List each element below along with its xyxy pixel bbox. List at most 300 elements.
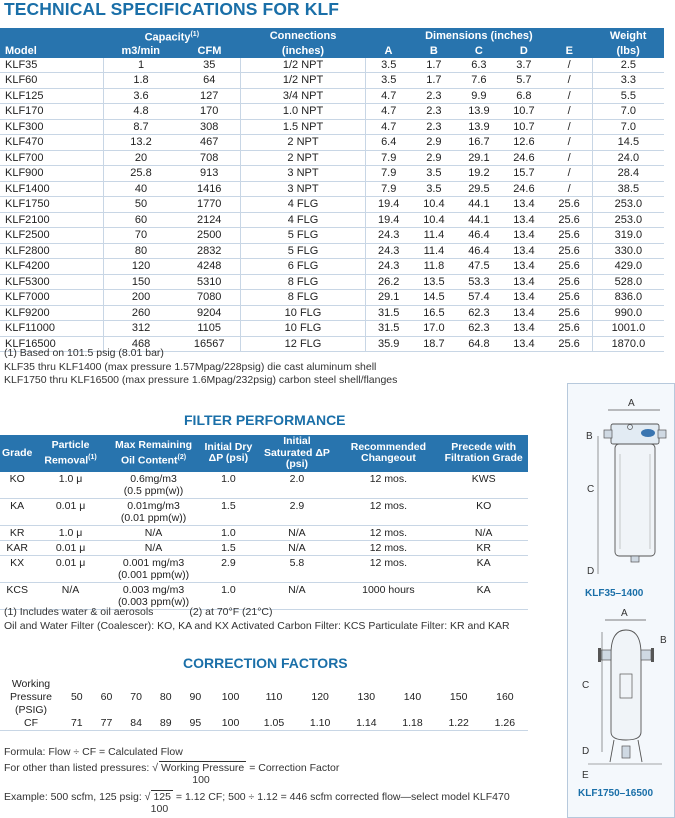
- cf-value: 1.14: [343, 717, 389, 731]
- spec-cell: 150: [103, 274, 178, 290]
- spec-cell: 1.0 NPT: [241, 104, 366, 120]
- spec-cell: 64.8: [456, 336, 501, 352]
- spec-cell: 253.0: [592, 212, 664, 228]
- large-diagram-caption: KLF1750–16500: [578, 788, 654, 799]
- spec-cell: 2.3: [411, 104, 456, 120]
- spec-cell: 3 NPT: [241, 166, 366, 182]
- cf-value: 1.18: [389, 717, 435, 731]
- correction-title: CORRECTION FACTORS: [183, 655, 348, 671]
- performance-cell: 2.9: [256, 498, 337, 525]
- cf-value: 84: [121, 717, 151, 731]
- cf-value: 1.26: [482, 717, 528, 731]
- spec-cell: 25.6: [546, 305, 592, 321]
- cf-value: 100: [210, 717, 251, 731]
- spec-cell: 28.4: [592, 166, 664, 182]
- spec-cell: 3.7: [501, 58, 546, 73]
- spec-cell: 468: [103, 336, 178, 352]
- spec-cell: 312: [103, 321, 178, 337]
- spec-cell: 2.3: [411, 88, 456, 104]
- spec-cell: 47.5: [456, 259, 501, 275]
- large-dim-a: A: [621, 608, 628, 619]
- cf-value: 71: [62, 717, 92, 731]
- spec-cell: 6.8: [501, 88, 546, 104]
- performance-cell: 12 mos.: [337, 498, 439, 525]
- performance-notes: (1) Includes water & oil aerosols (2) at 70°F (21°C) Oil and Water Filter (Coalescer): KO, KA and KX Activated Carbon Filter: KCS Particulate Filter: KR and KAR: [4, 606, 510, 632]
- spec-cell: 25.6: [546, 274, 592, 290]
- oil-content-cell: 0.6mg/m3 (0.5 ppm(w)): [107, 472, 201, 499]
- pressure-value: 140: [403, 691, 422, 703]
- spec-cell: 16.5: [411, 305, 456, 321]
- spec-cell: 11.4: [411, 243, 456, 259]
- spec-cell: 2 NPT: [241, 135, 366, 151]
- spec-row: [0, 181, 664, 197]
- performance-cell: 5.8: [256, 555, 337, 582]
- performance-cell: 0.01 μ: [34, 498, 106, 525]
- performance-cell: 1.0: [200, 582, 256, 609]
- cf-value: 77: [92, 717, 122, 731]
- spec-row: [0, 243, 664, 259]
- spec-cell: 13.4: [501, 274, 546, 290]
- spec-cell: 2124: [178, 212, 240, 228]
- performance-cell: 1.0 μ: [34, 525, 106, 540]
- spec-cell: 330.0: [592, 243, 664, 259]
- spec-cell: KLF16500: [0, 336, 103, 352]
- performance-cell: KX: [0, 555, 34, 582]
- spec-cell: 24.3: [366, 259, 412, 275]
- spec-cell: 19.2: [456, 166, 501, 182]
- spec-cell: 4.7: [366, 88, 412, 104]
- spec-cell: 4.7: [366, 104, 412, 120]
- spec-row: [0, 290, 664, 306]
- formula-line: Formula: Flow ÷ CF = Calculated Flow: [4, 746, 183, 758]
- performance-cell: N/A: [34, 582, 106, 609]
- spec-cell: 50: [103, 197, 178, 213]
- small-filter-drawing: [598, 410, 666, 574]
- performance-cell: 1.5: [200, 540, 256, 555]
- spec-cell: 35: [178, 58, 240, 73]
- spec-cell: 429.0: [592, 259, 664, 275]
- spec-cell: 836.0: [592, 290, 664, 306]
- spec-cell: 3/4 NPT: [241, 88, 366, 104]
- spec-cell: 260: [103, 305, 178, 321]
- spec-cell: 3.5: [411, 166, 456, 182]
- performance-header: Particle Removal$^{(1)}$: [34, 435, 106, 472]
- performance-cell: KO: [0, 472, 34, 499]
- spec-cell: 7.9: [366, 150, 412, 166]
- cf-label: CF: [0, 717, 62, 731]
- spec-cell: 1416: [178, 181, 240, 197]
- spec-cell: 5310: [178, 274, 240, 290]
- spec-cell: KLF4200: [0, 259, 103, 275]
- pressure-value: 160: [496, 691, 514, 703]
- spec-cell: 13.4: [501, 305, 546, 321]
- specs-body: [0, 58, 664, 352]
- large-dim-b: B: [660, 635, 667, 646]
- large-dim-d: D: [582, 746, 590, 757]
- large-dim-e: E: [582, 770, 589, 781]
- performance-cell: N/A: [439, 525, 528, 540]
- spec-cell: KLF9200: [0, 305, 103, 321]
- spec-row: [0, 305, 664, 321]
- spec-cell: 10 FLG: [241, 305, 366, 321]
- spec-cell: 1.5 NPT: [241, 119, 366, 135]
- spec-cell: KLF170: [0, 104, 103, 120]
- spec-row: [0, 104, 664, 120]
- performance-cell: N/A: [256, 525, 337, 540]
- spec-cell: 3.5: [366, 58, 412, 73]
- cf-value: 1.05: [251, 717, 297, 731]
- spec-cell: 3 NPT: [241, 181, 366, 197]
- spec-cell: 4 FLG: [241, 197, 366, 213]
- spec-cell: 170: [178, 104, 240, 120]
- spec-cell: 53.3: [456, 274, 501, 290]
- spec-cell: 10.7: [501, 104, 546, 120]
- large-dim-c: C: [582, 680, 590, 691]
- spec-cell: /: [546, 58, 592, 73]
- spec-cell: 46.4: [456, 228, 501, 244]
- pressure-value: 150: [449, 691, 468, 703]
- spec-row: [0, 150, 664, 166]
- spec-cell: 319.0: [592, 228, 664, 244]
- spec-cell: KLF11000: [0, 321, 103, 337]
- spec-cell: 1001.0: [592, 321, 664, 337]
- capacity-header: Capacity$^{(1)}$: [103, 28, 240, 45]
- spec-cell: 24.3: [366, 228, 412, 244]
- spec-cell: 38.5: [592, 181, 664, 197]
- spec-cell: 4.8: [103, 104, 178, 120]
- performance-cell: KR: [439, 540, 528, 555]
- spec-cell: 24.0: [592, 150, 664, 166]
- performance-row: [0, 555, 528, 582]
- spec-cell: 11.8: [411, 259, 456, 275]
- spec-cell: 13.4: [501, 336, 546, 352]
- spec-cell: 2500: [178, 228, 240, 244]
- spec-cell: 1.7: [411, 58, 456, 73]
- performance-header: Recommended Changeout: [337, 435, 439, 472]
- performance-cell: 12 mos.: [337, 472, 439, 499]
- spec-cell: 46.4: [456, 243, 501, 259]
- spec-row: [0, 274, 664, 290]
- performance-cell: KA: [439, 582, 528, 609]
- spec-cell: 3.5: [366, 73, 412, 89]
- performance-cell: 2.9: [200, 555, 256, 582]
- spec-cell: 7080: [178, 290, 240, 306]
- pressure-value: 50: [70, 691, 83, 703]
- spec-cell: 31.5: [366, 321, 412, 337]
- spec-cell: 57.4: [456, 290, 501, 306]
- spec-cell: 80: [103, 243, 178, 259]
- spec-cell: 4 FLG: [241, 212, 366, 228]
- spec-cell: 7.9: [366, 166, 412, 182]
- spec-cell: 7.0: [592, 104, 664, 120]
- spec-cell: 7.6: [456, 73, 501, 89]
- spec-cell: 913: [178, 166, 240, 182]
- performance-title: FILTER PERFORMANCE: [184, 412, 346, 428]
- pressure-value: 70: [130, 691, 142, 703]
- performance-row: [0, 540, 528, 555]
- spec-cell: 467: [178, 135, 240, 151]
- spec-cell: 15.7: [501, 166, 546, 182]
- spec-cell: 6.3: [456, 58, 501, 73]
- spec-cell: 10.4: [411, 197, 456, 213]
- pressure-value: 60: [100, 691, 113, 703]
- spec-cell: 8.7: [103, 119, 178, 135]
- connections-header: Connections: [241, 28, 366, 45]
- performance-row: [0, 472, 528, 499]
- spec-cell: 12.6: [501, 135, 546, 151]
- performance-header: Initial Dry ΔP (psi): [200, 435, 256, 472]
- spec-cell: KLF470: [0, 135, 103, 151]
- spec-cell: 25.6: [546, 321, 592, 337]
- spec-cell: 13.4: [501, 243, 546, 259]
- spec-cell: KLF2500: [0, 228, 103, 244]
- dimensions-header: Dimensions (inches): [366, 28, 593, 45]
- spec-cell: 8 FLG: [241, 274, 366, 290]
- spec-cell: KLF125: [0, 88, 103, 104]
- performance-cell: 1000 hours: [337, 582, 439, 609]
- spec-cell: 70: [103, 228, 178, 244]
- spec-cell: 2.9: [411, 150, 456, 166]
- spec-cell: 6 FLG: [241, 259, 366, 275]
- spec-cell: 13.4: [501, 321, 546, 337]
- spec-cell: 25.6: [546, 259, 592, 275]
- weight-header: Weight: [592, 28, 664, 45]
- spec-cell: KLF900: [0, 166, 103, 182]
- spec-cell: 120: [103, 259, 178, 275]
- performance-cell: KO: [439, 498, 528, 525]
- spec-cell: /: [546, 73, 592, 89]
- spec-cell: 2.3: [411, 119, 456, 135]
- spec-cell: 9.9: [456, 88, 501, 104]
- pressure-value: 120: [311, 691, 329, 703]
- performance-cell: N/A: [256, 540, 337, 555]
- spec-cell: 528.0: [592, 274, 664, 290]
- spec-cell: 29.1: [456, 150, 501, 166]
- performance-cell: 12 mos.: [337, 540, 439, 555]
- spec-cell: 13.4: [501, 197, 546, 213]
- oil-content-cell: 0.001 mg/m3 (0.001 ppm(w)): [107, 555, 201, 582]
- spec-cell: 24.6: [501, 181, 546, 197]
- cf-value: 1.22: [436, 717, 482, 731]
- spec-cell: 308: [178, 119, 240, 135]
- cf-value: 89: [151, 717, 181, 731]
- spec-cell: 13.2: [103, 135, 178, 151]
- spec-cell: 26.2: [366, 274, 412, 290]
- performance-cell: 12 mos.: [337, 555, 439, 582]
- spec-row: [0, 321, 664, 337]
- spec-cell: 13.4: [501, 290, 546, 306]
- spec-row: [0, 135, 664, 151]
- performance-cell: KA: [439, 555, 528, 582]
- spec-cell: KLF2100: [0, 212, 103, 228]
- spec-cell: /: [546, 135, 592, 151]
- spec-cell: 25.6: [546, 212, 592, 228]
- spec-cell: 25.6: [546, 228, 592, 244]
- spec-cell: 5.7: [501, 73, 546, 89]
- spec-cell: 3.3: [592, 73, 664, 89]
- performance-cell: N/A: [256, 582, 337, 609]
- spec-cell: 1870.0: [592, 336, 664, 352]
- spec-cell: 13.5: [411, 274, 456, 290]
- spec-cell: 64: [178, 73, 240, 89]
- spec-cell: 17.0: [411, 321, 456, 337]
- spec-cell: 9204: [178, 305, 240, 321]
- spec-cell: 44.1: [456, 197, 501, 213]
- spec-cell: /: [546, 88, 592, 104]
- small-dim-c: C: [587, 484, 595, 495]
- oil-content-cell: 0.01mg/m3 (0.01 ppm(w)): [107, 498, 201, 525]
- performance-cell: 1.0: [200, 472, 256, 499]
- spec-cell: KLF7000: [0, 290, 103, 306]
- pressure-value: 100: [221, 691, 240, 703]
- spec-cell: KLF2800: [0, 243, 103, 259]
- spec-cell: 2.9: [411, 135, 456, 151]
- spec-row: [0, 58, 664, 73]
- spec-cell: 19.4: [366, 212, 412, 228]
- spec-cell: /: [546, 150, 592, 166]
- spec-cell: KLF1750: [0, 197, 103, 213]
- small-diagram-caption: KLF35–1400: [585, 588, 644, 599]
- spec-cell: 24.6: [501, 150, 546, 166]
- performance-header: Initial Saturated ΔP (psi): [256, 435, 337, 472]
- spec-cell: 8 FLG: [241, 290, 366, 306]
- spec-cell: 35.9: [366, 336, 412, 352]
- small-dim-d: D: [587, 566, 595, 577]
- spec-cell: 13.9: [456, 119, 501, 135]
- spec-row: [0, 119, 664, 135]
- spec-cell: 6.4: [366, 135, 412, 151]
- spec-cell: 14.5: [592, 135, 664, 151]
- spec-cell: 2 NPT: [241, 150, 366, 166]
- spec-cell: 2.5: [592, 58, 664, 73]
- spec-cell: 25.8: [103, 166, 178, 182]
- spec-cell: 60: [103, 212, 178, 228]
- spec-cell: 1/2 NPT: [241, 58, 366, 73]
- spec-cell: 7.9: [366, 181, 412, 197]
- spec-cell: 24.3: [366, 243, 412, 259]
- example-formula: Example: 500 scfm, 125 psig: √ 125 100 = 1.12 CF; 500 ÷ 1.12 = 446 scfm corrected flow—select model KLF470: [4, 791, 510, 815]
- spec-cell: 44.1: [456, 212, 501, 228]
- spec-cell: 25.6: [546, 243, 592, 259]
- cf-value: 95: [181, 717, 211, 731]
- large-filter-drawing: [588, 620, 662, 764]
- spec-cell: 62.3: [456, 321, 501, 337]
- pressure-value: 130: [357, 691, 376, 703]
- spec-cell: /: [546, 119, 592, 135]
- performance-row: [0, 498, 528, 525]
- spec-cell: 1.7: [411, 73, 456, 89]
- pressure-label: Working Pressure (PSIG): [9, 678, 52, 716]
- performance-cell: KR: [0, 525, 34, 540]
- spec-cell: 19.4: [366, 197, 412, 213]
- spec-cell: KLF1400: [0, 181, 103, 197]
- spec-cell: 2832: [178, 243, 240, 259]
- spec-cell: 10.4: [411, 212, 456, 228]
- spec-row: [0, 228, 664, 244]
- performance-cell: 0.01 μ: [34, 540, 106, 555]
- spec-cell: 3.5: [411, 181, 456, 197]
- performance-cell: 12 mos.: [337, 525, 439, 540]
- spec-cell: 253.0: [592, 197, 664, 213]
- pressure-value: 110: [265, 691, 283, 703]
- spec-cell: 11.4: [411, 228, 456, 244]
- spec-cell: 40: [103, 181, 178, 197]
- cf-value: 1.10: [297, 717, 343, 731]
- performance-row: [0, 525, 528, 540]
- spec-cell: 4.7: [366, 119, 412, 135]
- spec-cell: 7.0: [592, 119, 664, 135]
- spec-cell: 18.7: [411, 336, 456, 352]
- spec-cell: 1.8: [103, 73, 178, 89]
- spec-cell: 5.5: [592, 88, 664, 104]
- spec-cell: /: [546, 181, 592, 197]
- small-dim-b: B: [586, 431, 593, 442]
- specs-table: Capacity$^{(1)}$ Connections Dimensions (inches) Weight Model m3/min CFM (inches) A B C D E (lbs) KLF35 1 35 1/2 NPT 3.5 1.7 6.3 3.7 / 2.5 KLF60 1.8 64 1/2 NPT 3.5 1.7 7.6 5.7 / 3.3 KLF125 3.6 127 3/4 NPT 4.7 2.3 9.9 6.8 / 5.5 KLF170 4.8 170 1.0 NPT 4.7 2.3 13.9 10.7 / 7.0 KLF300 8.7 308 1.5 NPT 4.7 2.3 13.9 10.7 / 7.0 KLF470 13.2 467 2 NPT 6.4 2.9 16.7 12.6 / 14.5 KLF700 20 708 2 NPT 7.9 2.9 29.1 24.6 / 24.0 KLF900 25.8 913 3 NPT 7.9 3.5 19.2 15.7 / 28.4 KLF1400 40 1416 3 NPT 7.9 3.5 29.5 24.6 / 38.5 KLF1750 50 1770 4 FLG 19.4 10.4 44.1 13.4 25.6 253.0 KLF2100 60 2124 4 FLG 19.4 10.4 44.1 13.4 25.6 253.0 KLF2500 70 2500 5 FLG 24.3 11.4 46.4 13.4 25.6 319.0 KLF2800 80 2832 5 FLG 24.3 11.4 46.4 13.4 25.6 330.0 KLF4200 120 4248 6 FLG 24.3 11.8 47.5 13.4 25.6 429.0 KLF5300 150 5310 8 FLG 26.2 13.5 53.3 13.4 25.6 528.0 KLF7000 200 7080 8 FLG 29.1 14.5 57.4 13.4 25.6 836.0 KLF9200 260 9204 10 FLG 31.5 16.5 62.3 13.4 25.6 990.0 KLF11000 312 1105 10 FLG 31.5 17.0 62.3 13.4 25.6 1001.0 KLF16500 468 16567 12 FLG 35.9 18.7 64.8 13.4 25.6 1870.0: [0, 28, 664, 352]
- spec-cell: KLF300: [0, 119, 103, 135]
- spec-cell: 25.6: [546, 290, 592, 306]
- performance-cell: KWS: [439, 472, 528, 499]
- spec-row: [0, 88, 664, 104]
- spec-cell: 13.4: [501, 212, 546, 228]
- spec-cell: 16.7: [456, 135, 501, 151]
- performance-header: Max Remaining Oil Content$^{(2)}$: [107, 435, 201, 472]
- page-title: TECHNICAL SPECIFICATIONS FOR KLF: [4, 0, 340, 19]
- spec-cell: 708: [178, 150, 240, 166]
- spec-cell: 5 FLG: [241, 243, 366, 259]
- performance-cell: KAR: [0, 540, 34, 555]
- spec-cell: 10.7: [501, 119, 546, 135]
- performance-cell: 0.01 μ: [34, 555, 106, 582]
- spec-cell: 200: [103, 290, 178, 306]
- spec-cell: 10 FLG: [241, 321, 366, 337]
- other-pressure-formula: For other than listed pressures: √ Working Pressure 100 = Correction Factor: [4, 762, 340, 786]
- performance-header: Precede with Filtration Grade: [439, 435, 528, 472]
- performance-cell: 1.5: [200, 498, 256, 525]
- spec-cell: 5 FLG: [241, 228, 366, 244]
- spec-cell: 16567: [178, 336, 240, 352]
- spec-cell: /: [546, 166, 592, 182]
- spec-cell: 1105: [178, 321, 240, 337]
- performance-cell: 1.0: [200, 525, 256, 540]
- spec-cell: KLF700: [0, 150, 103, 166]
- small-dim-a: A: [628, 398, 635, 409]
- performance-cell: 2.0: [256, 472, 337, 499]
- spec-cell: 1/2 NPT: [241, 73, 366, 89]
- spec-row: [0, 73, 664, 89]
- spec-row: [0, 166, 664, 182]
- spec-cell: 20: [103, 150, 178, 166]
- diagram-panel: [567, 383, 675, 818]
- spec-cell: KLF60: [0, 73, 103, 89]
- spec-row: [0, 259, 664, 275]
- spec-cell: 3.6: [103, 88, 178, 104]
- spec-cell: 31.5: [366, 305, 412, 321]
- spec-cell: 127: [178, 88, 240, 104]
- spec-cell: 13.9: [456, 104, 501, 120]
- performance-cell: KA: [0, 498, 34, 525]
- performance-cell: 1.0 μ: [34, 472, 106, 499]
- spec-cell: KLF35: [0, 58, 103, 73]
- performance-header: Grade: [0, 435, 34, 472]
- spec-row: [0, 212, 664, 228]
- spec-row: [0, 197, 664, 213]
- oil-content-cell: N/A: [107, 540, 201, 555]
- spec-cell: 1770: [178, 197, 240, 213]
- performance-cell: KCS: [0, 582, 34, 609]
- spec-cell: 13.4: [501, 259, 546, 275]
- correction-table: [0, 678, 528, 731]
- spec-cell: 14.5: [411, 290, 456, 306]
